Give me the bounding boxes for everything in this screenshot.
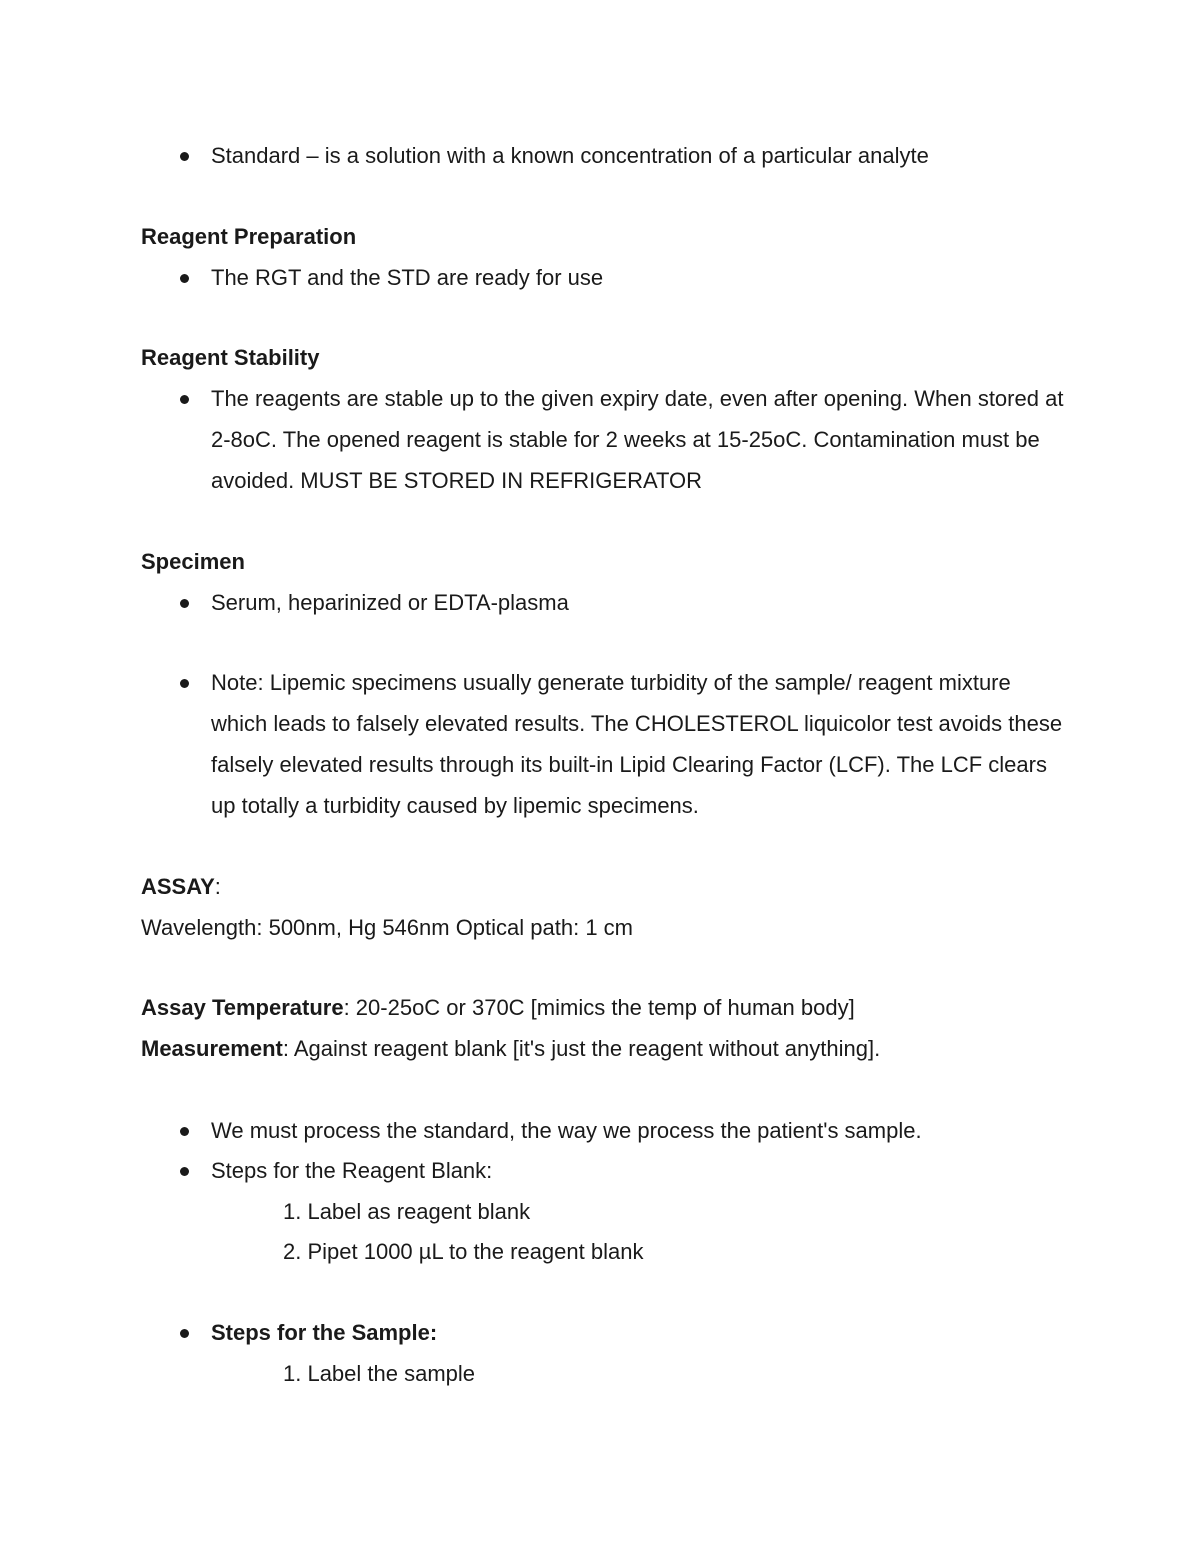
steps-sample-bullet: Steps for the Sample: [211, 1312, 1071, 1353]
reagent-preparation-heading: Reagent Preparation [141, 224, 357, 249]
reagent-blank-step-2: 2. Pipet 1000 µL to the reagent blank [283, 1239, 644, 1264]
note-bullet: Note: Lipemic specimens usually generate turbidity of the sample/ reagent mixture which leads to falsely elevated results. The CHOLESTEROL liquicolor test avoids these falsely elevated results through its built-in Lipid Clearing Factor (LCF). The LCF clears up totally a turbidity caused by lipemic specimens. [211, 662, 1071, 826]
process-bullet: We must process the standard, the way we process the patient's sample. [211, 1110, 1071, 1151]
assay-temperature-line [141, 987, 855, 1028]
specimen-bullet: Serum, heparinized or EDTA-plasma [211, 582, 1071, 623]
sample-step-1: 1. Label the sample [283, 1361, 476, 1386]
assay-temperature-value: : 20-25oC or 370C [mimics the temp of human body] [343, 995, 855, 1020]
wavelength-line: Wavelength: 500nm, Hg 546nm Optical path: 1 cm [141, 915, 633, 940]
assay-temperature-label: Assay Temperature [141, 995, 344, 1020]
steps-reagent-blank-bullet: Steps for the Reagent Blank: [211, 1150, 1071, 1191]
assay-label: ASSAY [141, 874, 215, 899]
standard-bullet: Standard – is a solution with a known concentration of a particular analyte [211, 135, 1071, 176]
measurement-line [141, 1028, 880, 1069]
reagent-stability-bullet: The reagents are stable up to the given expiry date, even after opening. When stored at 2-8oC. The opened reagent is stable for 2 weeks at 15-25oC. Contamination must be avoided. MUST BE STORED IN REFRIGERATOR [211, 378, 1071, 501]
measurement-label: Measurement [141, 1036, 283, 1061]
reagent-blank-step-1: 1. Label as reagent blank [283, 1199, 531, 1224]
measurement-value: : Against reagent blank [it's just the reagent without anything]. [282, 1036, 881, 1061]
reagent-stability-heading: Reagent Stability [141, 345, 320, 370]
assay-heading-line [141, 866, 221, 907]
reagent-preparation-bullet: The RGT and the STD are ready for use [211, 257, 1071, 298]
assay-colon: : [214, 874, 221, 899]
specimen-heading: Specimen [141, 549, 245, 574]
